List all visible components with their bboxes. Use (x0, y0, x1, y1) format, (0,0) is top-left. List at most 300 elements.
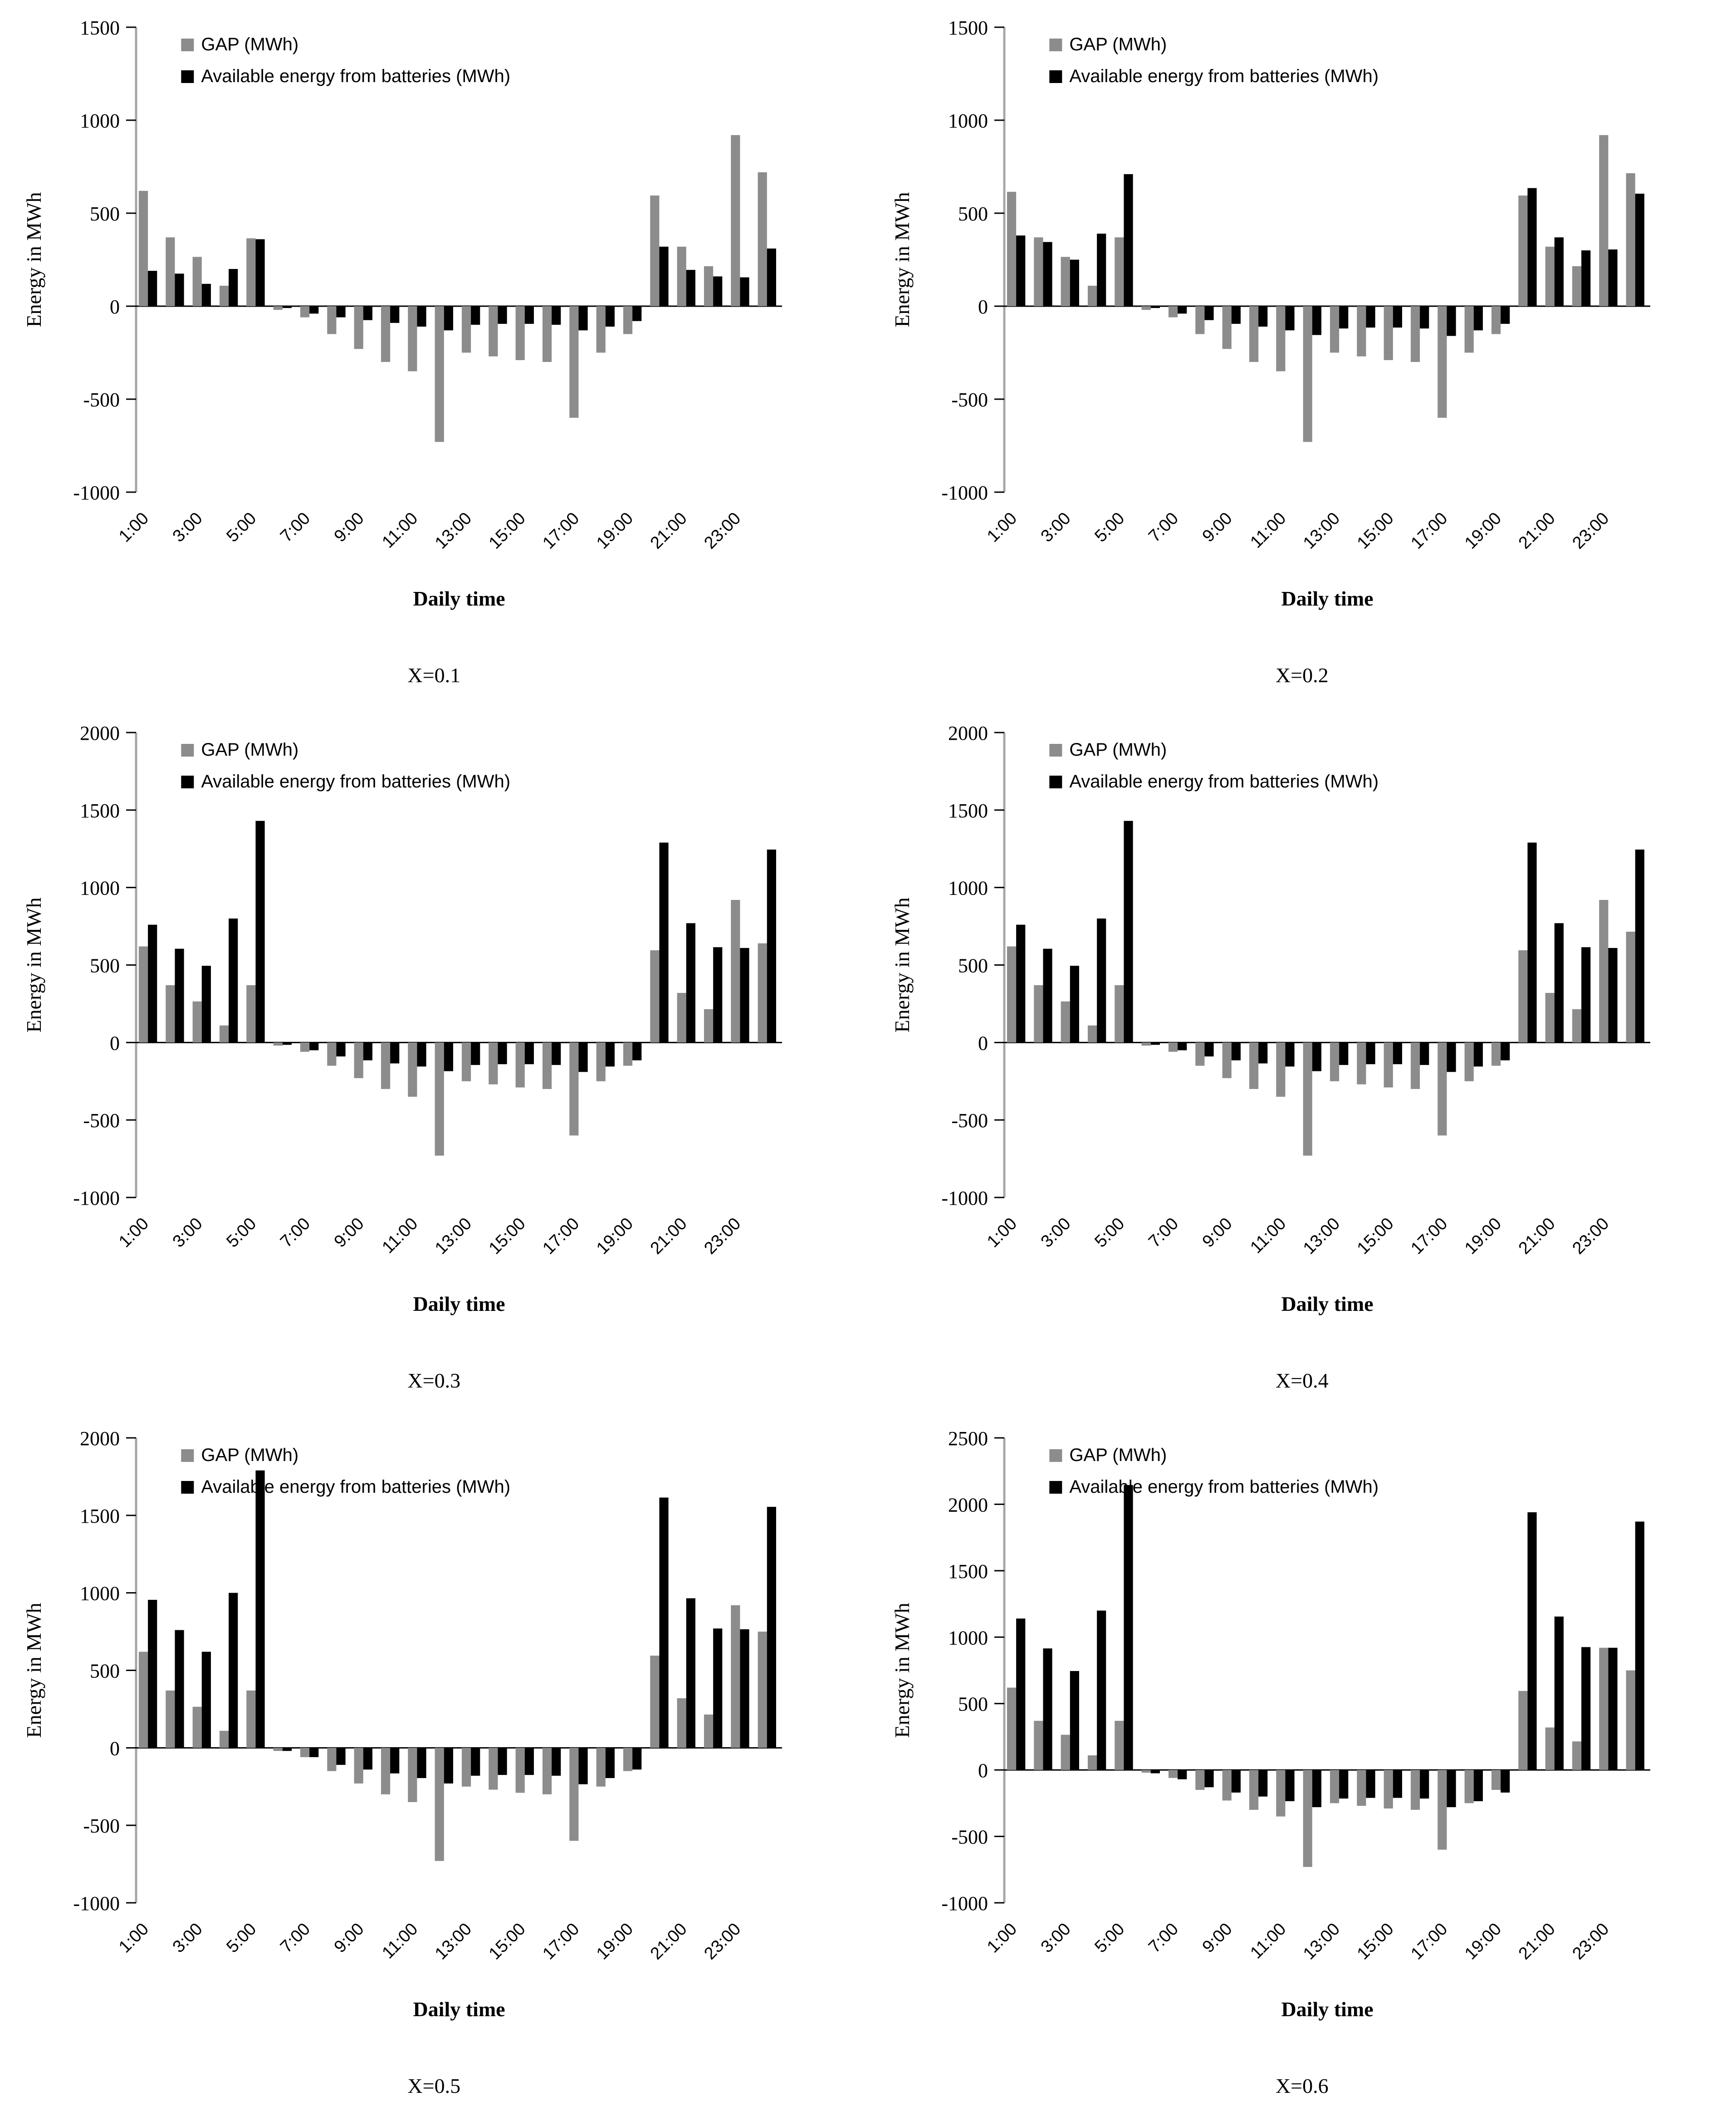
bar-battery (1285, 306, 1294, 330)
bar-battery (686, 270, 695, 306)
x-tick-label: 21:00 (1515, 508, 1559, 553)
x-tick-label: 23:00 (700, 1214, 745, 1258)
bar-gap (166, 985, 175, 1042)
bar-gap (1626, 173, 1635, 306)
bar-gap (300, 1042, 309, 1052)
bar-battery (283, 1042, 292, 1045)
x-tick-label: 21:00 (1515, 1214, 1559, 1258)
bar-gap (246, 1691, 255, 1748)
bar-battery (1473, 1770, 1482, 1801)
x-axis-title: Daily time (413, 1998, 505, 2021)
y-tick-label: 2000 (948, 722, 988, 744)
y-tick-label: -500 (83, 389, 120, 411)
bar-battery (632, 1748, 641, 1769)
bar-gap (1087, 1755, 1096, 1770)
bar-battery (202, 966, 211, 1042)
bar-battery (309, 1042, 318, 1050)
bar-battery (175, 1630, 184, 1748)
bar-gap (677, 993, 686, 1042)
x-tick-label: 13:00 (1299, 1214, 1344, 1258)
bar-gap (1491, 1770, 1500, 1790)
bar-gap (408, 1748, 417, 1802)
bar-battery (283, 306, 292, 308)
chart-panel-1 (868, 0, 1736, 705)
x-tick-label: 5:00 (1091, 1919, 1128, 1957)
x-tick-label: 3:00 (1037, 508, 1075, 546)
bar-battery (175, 274, 184, 306)
x-tick-label: 19:00 (1461, 1214, 1505, 1258)
bar-gap (731, 1605, 740, 1748)
bar-battery (552, 306, 561, 325)
bar-battery (659, 1498, 668, 1748)
bar-battery (1150, 1042, 1159, 1045)
bar-gap (462, 1042, 471, 1081)
bar-gap (300, 1748, 309, 1757)
bar-gap (1410, 306, 1419, 362)
bar-battery (1501, 1042, 1510, 1060)
bar-gap (1384, 306, 1393, 360)
x-tick-label: 15:00 (485, 508, 529, 553)
bar-battery (1581, 1647, 1590, 1770)
x-tick-label: 7:00 (1144, 1919, 1182, 1957)
legend-swatch (181, 776, 194, 788)
bar-battery (1339, 1042, 1348, 1065)
x-tick-label: 15:00 (1353, 508, 1398, 553)
bar-gap (1195, 1042, 1204, 1065)
bar-gap (193, 1707, 202, 1748)
panel-caption-0: X=0.1 (407, 664, 461, 687)
bar-battery (1097, 1611, 1106, 1770)
bar-gap (1303, 1042, 1312, 1155)
bar-battery (444, 1042, 453, 1071)
x-tick-label: 9:00 (1198, 1919, 1236, 1957)
bar-battery (713, 947, 722, 1042)
panel-cell-1 (868, 0, 1736, 705)
bar-gap (1087, 286, 1096, 306)
bar-gap (516, 1042, 525, 1087)
bar-gap (462, 306, 471, 353)
bar-battery (283, 1748, 292, 1751)
bar-battery (1204, 1042, 1213, 1056)
x-tick-label: 3:00 (1037, 1919, 1075, 1957)
bar-battery (1312, 1770, 1321, 1807)
bar-gap (1491, 1042, 1500, 1065)
x-tick-label: 5:00 (223, 1214, 260, 1251)
bar-battery (471, 1748, 480, 1776)
legend-label: Available energy from batteries (MWh) (1069, 1477, 1379, 1497)
bar-battery (1231, 306, 1240, 324)
panel-caption-4: X=0.5 (407, 2074, 461, 2097)
bar-gap (1141, 306, 1150, 310)
y-tick-label: 1500 (80, 799, 120, 822)
x-tick-label: 11:00 (1246, 508, 1290, 552)
y-tick-label: 2500 (948, 1427, 988, 1450)
x-tick-label: 21:00 (646, 508, 691, 553)
x-axis-title: Daily time (413, 587, 505, 610)
bar-battery (632, 1042, 641, 1060)
x-axis-title: Daily time (1281, 1998, 1374, 2021)
bar-battery (148, 925, 157, 1043)
panel-cell-4 (0, 1411, 868, 2116)
bar-battery (148, 271, 157, 306)
legend-label: Available energy from batteries (MWh) (201, 772, 511, 792)
bar-battery (1231, 1770, 1240, 1793)
y-tick-label: 1000 (80, 1582, 120, 1605)
y-tick-label: 1000 (80, 877, 120, 899)
bar-gap (1168, 1042, 1177, 1052)
chart-panel-5 (868, 1411, 1736, 2116)
bar-gap (1061, 1735, 1070, 1770)
bar-gap (1545, 247, 1554, 306)
bar-battery (1124, 1485, 1133, 1770)
bar-battery (255, 821, 264, 1043)
bar-gap (1007, 192, 1016, 306)
y-tick-label: 0 (110, 1737, 120, 1760)
bar-gap (274, 1748, 283, 1751)
bar-gap (1438, 306, 1447, 418)
bar-battery (1204, 1770, 1213, 1787)
bar-gap (489, 1748, 498, 1789)
bar-gap (758, 1632, 767, 1748)
bar-battery (417, 1748, 426, 1778)
bar-battery (1339, 306, 1348, 328)
bar-battery (1285, 1042, 1294, 1066)
bar-battery (659, 247, 668, 306)
bar-battery (1070, 966, 1079, 1042)
bar-battery (740, 1629, 749, 1748)
bar-gap (1599, 1648, 1608, 1770)
bar-gap (1572, 1741, 1581, 1770)
bar-gap (569, 1748, 578, 1841)
x-tick-label: 19:00 (1461, 508, 1505, 553)
y-tick-label: 500 (958, 203, 988, 225)
bar-battery (202, 284, 211, 306)
bar-gap (1249, 1042, 1258, 1089)
y-tick-label: -1000 (73, 1892, 120, 1915)
bar-battery (336, 306, 345, 318)
bar-gap (166, 1691, 175, 1748)
bar-gap (1249, 306, 1258, 362)
x-tick-label: 15:00 (1353, 1919, 1398, 1964)
bar-battery (552, 1748, 561, 1776)
panel-cell-3 (868, 705, 1736, 1411)
legend-swatch (181, 744, 194, 757)
chart-panel-3 (868, 705, 1736, 1411)
x-tick-label: 11:00 (378, 508, 422, 552)
bar-battery (1581, 947, 1590, 1042)
panel-caption-5: X=0.6 (1275, 2074, 1329, 2097)
bar-gap (489, 1042, 498, 1084)
bar-battery (606, 1748, 615, 1778)
x-tick-label: 23:00 (1568, 1214, 1613, 1258)
bar-gap (354, 1748, 363, 1784)
chart-svg (868, 705, 1736, 1411)
bar-battery (606, 1042, 615, 1066)
x-tick-label: 17:00 (1407, 1214, 1451, 1258)
bar-battery (1150, 1770, 1159, 1773)
bar-gap (1303, 306, 1312, 442)
bar-battery (309, 1748, 318, 1757)
x-tick-label: 5:00 (1091, 1214, 1128, 1251)
bar-gap (1410, 1770, 1419, 1810)
bar-battery (229, 919, 238, 1042)
bar-gap (327, 1748, 336, 1771)
x-tick-label: 23:00 (700, 508, 745, 553)
bar-gap (193, 257, 202, 306)
legend-swatch (1049, 70, 1062, 83)
bar-gap (1115, 1721, 1124, 1770)
bar-gap (1330, 1042, 1339, 1081)
bar-battery (498, 1042, 507, 1064)
bar-gap (1438, 1042, 1447, 1135)
bar-battery (1527, 843, 1536, 1043)
bar-battery (471, 1042, 480, 1065)
bar-battery (229, 1593, 238, 1748)
bar-battery (1635, 1522, 1644, 1770)
y-tick-label: 500 (90, 954, 120, 977)
x-axis-title: Daily time (1281, 1292, 1374, 1315)
chart-svg (0, 705, 868, 1411)
bar-gap (274, 1042, 283, 1046)
y-tick-label: 1000 (80, 110, 120, 132)
y-tick-label: 0 (110, 296, 120, 318)
bar-gap (300, 306, 309, 318)
chart-panel-4 (0, 1411, 868, 2116)
bar-battery (1231, 1042, 1240, 1060)
bar-battery (713, 1628, 722, 1748)
y-tick-label: 0 (978, 296, 988, 318)
bar-gap (1222, 1770, 1231, 1800)
panel-caption-3: X=0.4 (1275, 1369, 1329, 1392)
bar-gap (1491, 306, 1500, 334)
bar-gap (1599, 135, 1608, 306)
bar-gap (1438, 1770, 1447, 1850)
x-tick-label: 15:00 (485, 1214, 529, 1258)
y-tick-label: 0 (978, 1032, 988, 1055)
bar-gap (1626, 932, 1635, 1042)
bar-gap (1545, 1727, 1554, 1770)
bar-gap (543, 306, 552, 362)
bar-battery (1178, 306, 1187, 313)
bar-gap (704, 266, 713, 306)
bar-battery (1366, 1770, 1375, 1798)
y-tick-label: -500 (83, 1815, 120, 1837)
x-tick-label: 7:00 (277, 1214, 314, 1251)
bar-battery (202, 1652, 211, 1748)
bar-gap (381, 1748, 390, 1794)
x-tick-label: 9:00 (330, 1214, 368, 1251)
bar-battery (1312, 1042, 1321, 1071)
bar-battery (1070, 1671, 1079, 1770)
bar-battery (659, 843, 668, 1043)
bar-gap (139, 1652, 148, 1748)
y-tick-label: 500 (90, 203, 120, 225)
bar-gap (354, 1042, 363, 1078)
x-tick-label: 11:00 (378, 1214, 422, 1257)
bar-battery (444, 1748, 453, 1784)
x-tick-label: 11:00 (1246, 1214, 1290, 1257)
bar-gap (1410, 1042, 1419, 1089)
y-tick-label: 2000 (80, 1427, 120, 1450)
y-tick-label: -500 (83, 1109, 120, 1132)
bar-gap (354, 306, 363, 349)
bar-gap (1007, 947, 1016, 1043)
x-tick-label: 1:00 (983, 1919, 1021, 1957)
legend-swatch (181, 1449, 194, 1462)
bar-battery (1393, 1770, 1402, 1798)
x-tick-label: 9:00 (330, 1919, 368, 1957)
bar-battery (1339, 1770, 1348, 1798)
bar-battery (767, 249, 776, 306)
x-tick-label: 1:00 (115, 1214, 153, 1251)
bar-battery (1258, 1770, 1267, 1797)
bar-battery (767, 850, 776, 1042)
y-tick-label: -1000 (941, 482, 988, 504)
legend-swatch (1049, 39, 1062, 51)
bar-gap (597, 1042, 606, 1081)
bar-battery (336, 1748, 345, 1765)
bar-gap (381, 1042, 390, 1089)
legend-swatch (1049, 1449, 1062, 1462)
bar-gap (220, 286, 229, 306)
bar-battery (767, 1507, 776, 1748)
y-tick-label: 1500 (948, 1560, 988, 1583)
bar-gap (327, 1042, 336, 1065)
legend-swatch (1049, 1481, 1062, 1494)
bar-battery (1043, 949, 1052, 1043)
bar-gap (1464, 1042, 1473, 1081)
legend-label: Available energy from batteries (MWh) (201, 66, 511, 86)
bar-battery (1366, 1042, 1375, 1064)
bar-gap (623, 1042, 632, 1065)
y-tick-label: 1000 (948, 877, 988, 899)
y-axis-title: Energy in MWh (22, 192, 45, 327)
bar-battery (740, 948, 749, 1042)
legend-swatch (1049, 776, 1062, 788)
legend-swatch (1049, 744, 1062, 757)
bar-gap (543, 1748, 552, 1794)
bar-gap (1034, 237, 1043, 306)
y-tick-label: -1000 (941, 1187, 988, 1209)
bar-gap (623, 306, 632, 334)
bar-battery (1150, 306, 1159, 308)
bar-gap (1545, 993, 1554, 1042)
bar-gap (1195, 306, 1204, 334)
bar-battery (229, 269, 238, 306)
bar-battery (1016, 1618, 1025, 1770)
bar-gap (1115, 237, 1124, 306)
legend-label: Available energy from batteries (MWh) (1069, 66, 1379, 86)
x-tick-label: 13:00 (431, 1214, 476, 1258)
y-tick-label: 1500 (80, 17, 120, 39)
y-tick-label: 1500 (80, 1505, 120, 1527)
bar-battery (390, 1042, 399, 1063)
y-tick-label: 2000 (80, 722, 120, 744)
bar-gap (435, 306, 444, 442)
bar-battery (471, 306, 480, 325)
bar-battery (1501, 306, 1510, 324)
bar-battery (498, 306, 507, 324)
bar-battery (1366, 306, 1375, 327)
bar-battery (1554, 1617, 1563, 1770)
y-axis-title: Energy in MWh (22, 897, 45, 1033)
x-tick-label: 7:00 (277, 1919, 314, 1957)
bar-battery (1527, 1512, 1536, 1770)
bar-battery (255, 239, 264, 306)
bar-gap (1276, 1042, 1285, 1097)
x-tick-label: 17:00 (539, 1214, 583, 1258)
legend-label: GAP (MWh) (201, 1445, 299, 1465)
bar-battery (1527, 188, 1536, 306)
x-tick-label: 7:00 (1144, 508, 1182, 546)
bar-battery (1043, 242, 1052, 306)
bar-gap (569, 1042, 578, 1135)
bar-gap (1518, 950, 1527, 1042)
bar-gap (1572, 1009, 1581, 1042)
bar-gap (1168, 306, 1177, 318)
bar-gap (731, 135, 740, 306)
bar-battery (1258, 1042, 1267, 1063)
bar-battery (148, 1600, 157, 1748)
chart-panel-2 (0, 705, 868, 1411)
bar-battery (1608, 1648, 1617, 1770)
x-tick-label: 19:00 (593, 1919, 637, 1964)
bar-battery (578, 1042, 587, 1072)
legend-label: Available energy from batteries (MWh) (201, 1477, 511, 1497)
legend-swatch (181, 39, 194, 51)
legend-swatch (181, 70, 194, 83)
bar-battery (1608, 249, 1617, 306)
bar-gap (704, 1009, 713, 1042)
y-tick-label: 1000 (948, 1627, 988, 1649)
bar-battery (417, 306, 426, 327)
bar-gap (166, 237, 175, 306)
x-tick-label: 1:00 (115, 508, 153, 546)
bar-battery (363, 306, 372, 320)
bar-gap (731, 900, 740, 1042)
bar-battery (1393, 1042, 1402, 1064)
x-tick-label: 17:00 (539, 508, 583, 553)
chart-panel-0 (0, 0, 868, 705)
legend-label: GAP (MWh) (201, 740, 299, 760)
x-tick-label: 9:00 (1198, 508, 1236, 546)
y-tick-label: 1500 (948, 17, 988, 39)
x-tick-label: 7:00 (277, 508, 314, 546)
bar-gap (1330, 306, 1339, 353)
bar-battery (525, 1748, 534, 1775)
bar-battery (525, 306, 534, 324)
x-tick-label: 1:00 (983, 1214, 1021, 1251)
bar-gap (1384, 1042, 1393, 1087)
bar-battery (1447, 306, 1456, 336)
y-tick-label: -500 (951, 1109, 988, 1132)
bar-gap (408, 1042, 417, 1097)
chart-svg (868, 0, 1736, 705)
bar-battery (363, 1748, 372, 1769)
bar-gap (327, 306, 336, 334)
bar-gap (246, 238, 255, 306)
x-tick-label: 3:00 (169, 1214, 206, 1251)
bar-battery (1124, 174, 1133, 306)
legend-label: GAP (MWh) (1069, 1445, 1167, 1465)
bar-gap (1599, 900, 1608, 1042)
x-tick-label: 1:00 (115, 1919, 153, 1957)
bar-battery (1447, 1042, 1456, 1072)
x-tick-label: 11:00 (378, 1919, 422, 1963)
bar-battery (686, 923, 695, 1042)
bar-gap (516, 1748, 525, 1793)
bar-battery (363, 1042, 372, 1060)
